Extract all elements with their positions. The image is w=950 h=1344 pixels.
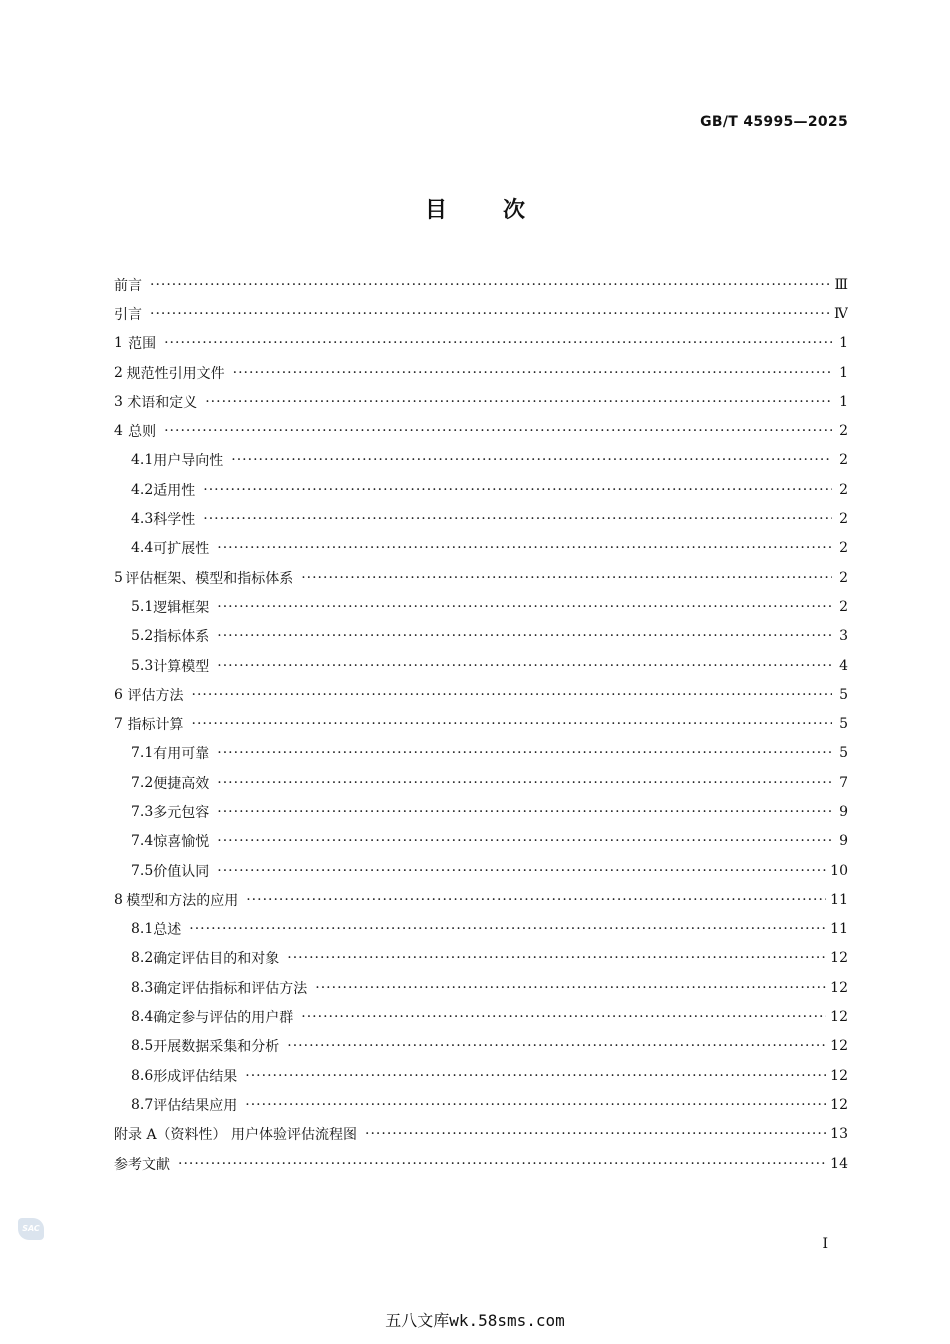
toc-entry-page: 12 xyxy=(830,1009,848,1026)
toc-entry-number: 4.1 xyxy=(131,452,154,469)
toc-leader-dots xyxy=(217,628,832,644)
toc-entry-page: 5 xyxy=(839,716,848,733)
page-title: 目次 xyxy=(424,197,581,223)
toc-entry-number: 5.2 xyxy=(131,628,154,645)
toc-entry-title: 评估方法 xyxy=(127,687,184,704)
toc-leader-dots xyxy=(192,687,832,703)
toc-entry-number: 4.4 xyxy=(131,540,154,557)
toc-entry-number: 8.2 xyxy=(131,950,154,967)
toc-entry-title: 科学性 xyxy=(153,512,196,529)
toc-entry-title: 模型和方法的应用 xyxy=(126,892,239,909)
toc-leader-dots xyxy=(217,863,826,879)
toc-leader-dots xyxy=(205,394,832,410)
toc-entry[interactable] xyxy=(114,358,848,387)
toc-entry-title: 规范性引用文件 xyxy=(126,365,225,382)
toc-entry-page: 2 xyxy=(839,598,848,615)
toc-entry[interactable] xyxy=(114,387,848,416)
toc-entry[interactable] xyxy=(114,1090,848,1119)
toc-entry[interactable] xyxy=(114,856,848,885)
toc-entry-title: 前言 xyxy=(114,277,142,294)
toc-entry[interactable] xyxy=(114,534,848,563)
toc-entry-number: 7.1 xyxy=(131,745,154,762)
toc-entry-number: 6 xyxy=(114,686,123,703)
toc-entry-page: Ⅲ xyxy=(834,276,848,293)
toc-leader-dots xyxy=(217,775,832,791)
toc-entry-page: 2 xyxy=(839,481,848,498)
toc-entry[interactable] xyxy=(114,680,848,709)
toc-entry[interactable] xyxy=(114,973,848,1002)
toc-entry-title: 便捷高效 xyxy=(153,775,210,792)
page-number: I xyxy=(822,1236,828,1252)
standard-code: GB/T 45995—2025 xyxy=(700,114,848,130)
toc-entry[interactable] xyxy=(114,1120,848,1149)
toc-entry[interactable] xyxy=(114,1032,848,1061)
toc-entry-page: 12 xyxy=(830,1038,848,1055)
toc-entry-title: 参考文献 xyxy=(114,1156,170,1173)
toc-entry[interactable] xyxy=(114,651,848,680)
toc-entry-title: 价值认同 xyxy=(153,863,210,880)
toc-entry[interactable] xyxy=(114,1149,848,1178)
toc-entry-page: 5 xyxy=(839,686,848,703)
toc-leader-dots xyxy=(246,892,826,908)
toc-entry-page: 9 xyxy=(839,803,848,820)
sac-logo-icon: SAC xyxy=(18,1218,44,1240)
toc-entry-page: 2 xyxy=(839,511,848,528)
toc-leader-dots xyxy=(217,833,832,849)
toc-entry-number: 8 xyxy=(114,891,123,908)
toc-entry-number: 3 xyxy=(114,393,123,410)
toc-entry-page: 4 xyxy=(839,657,848,674)
toc-entry[interactable] xyxy=(114,504,848,533)
toc-leader-dots xyxy=(178,1156,826,1172)
toc-entry-page: 1 xyxy=(839,364,848,381)
toc-leader-dots xyxy=(164,423,832,439)
toc-entry-number: 7.5 xyxy=(131,862,154,879)
toc-entry-page: 7 xyxy=(839,774,848,791)
toc-entry-page: 14 xyxy=(830,1155,848,1172)
toc-leader-dots xyxy=(287,1038,826,1054)
toc-entry-page: 2 xyxy=(839,423,848,440)
toc-entry[interactable] xyxy=(114,475,848,504)
toc-entry-title: 用户导向性 xyxy=(153,453,224,470)
table-of-contents xyxy=(114,270,848,1178)
toc-entry-title: 可扩展性 xyxy=(153,541,210,558)
toc-entry[interactable] xyxy=(114,915,848,944)
toc-leader-dots xyxy=(301,1009,826,1025)
toc-entry-number: 8.5 xyxy=(131,1038,154,1055)
toc-entry[interactable] xyxy=(114,885,848,914)
toc-entry-title: 确定评估指标和评估方法 xyxy=(153,980,308,997)
toc-leader-dots xyxy=(203,482,832,498)
toc-entry-number: 7 xyxy=(114,716,123,733)
toc-leader-dots xyxy=(217,540,832,556)
toc-entry-number: 7.3 xyxy=(131,803,154,820)
toc-leader-dots xyxy=(192,716,832,732)
toc-entry-number: 1 xyxy=(114,335,123,352)
toc-entry-number: 4.2 xyxy=(131,481,154,498)
toc-entry-page: 5 xyxy=(839,745,848,762)
toc-entry-title: 确定评估目的和对象 xyxy=(153,951,280,968)
toc-entry[interactable] xyxy=(114,270,848,299)
toc-leader-dots xyxy=(217,745,832,761)
toc-entry-title: 总述 xyxy=(153,922,182,939)
toc-leader-dots xyxy=(365,1126,826,1142)
toc-entry-page: 12 xyxy=(830,979,848,996)
toc-entry-title: 惊喜愉悦 xyxy=(153,834,210,851)
toc-entry-title: 适用性 xyxy=(153,482,196,499)
toc-entry-number: 5.1 xyxy=(131,598,154,615)
footer-watermark: 五八文库wk.58sms.com xyxy=(385,1311,565,1330)
toc-leader-dots xyxy=(164,335,832,351)
toc-entry-page: 2 xyxy=(839,540,848,557)
toc-entry-number: 8.7 xyxy=(131,1096,154,1113)
toc-entry-number: 8.6 xyxy=(131,1067,154,1084)
toc-entry[interactable] xyxy=(114,709,848,738)
toc-leader-dots xyxy=(233,365,832,381)
toc-leader-dots xyxy=(245,1068,826,1084)
toc-entry-title: 指标体系 xyxy=(153,629,210,646)
toc-entry-title: 多元包容 xyxy=(153,804,210,821)
toc-entry-title: 总则 xyxy=(128,424,157,441)
toc-entry-number: 4.3 xyxy=(131,511,154,528)
toc-entry-number: 8.1 xyxy=(131,921,154,938)
toc-entry-title: 指标计算 xyxy=(127,717,184,734)
toc-entry-page: 3 xyxy=(839,628,848,645)
toc-leader-dots xyxy=(217,599,832,615)
toc-entry-page: Ⅳ xyxy=(834,305,848,322)
toc-leader-dots xyxy=(150,306,830,322)
toc-entry-page: 9 xyxy=(839,833,848,850)
toc-entry[interactable] xyxy=(114,1002,848,1031)
toc-leader-dots xyxy=(315,980,826,996)
toc-entry[interactable] xyxy=(114,797,848,826)
toc-leader-dots xyxy=(217,658,832,674)
toc-entry-title: 形成评估结果 xyxy=(153,1068,238,1085)
toc-entry-number: 2 xyxy=(114,364,123,381)
toc-entry-number: 5.3 xyxy=(131,657,154,674)
toc-entry-page: 10 xyxy=(830,862,848,879)
toc-leader-dots xyxy=(287,950,826,966)
toc-entry[interactable] xyxy=(114,446,848,475)
toc-entry-title: 评估结果应用 xyxy=(153,1097,238,1114)
toc-entry-page: 2 xyxy=(839,569,848,586)
toc-entry-page: 11 xyxy=(830,891,848,908)
toc-entry[interactable] xyxy=(114,563,848,592)
toc-entry[interactable] xyxy=(114,827,848,856)
toc-entry-title: 术语和定义 xyxy=(127,394,198,411)
toc-entry-page: 1 xyxy=(839,393,848,410)
toc-entry-page: 11 xyxy=(830,921,848,938)
toc-entry-number: 8.4 xyxy=(131,1009,154,1026)
toc-entry[interactable] xyxy=(114,739,848,768)
toc-entry-page: 12 xyxy=(830,1067,848,1084)
toc-entry-title: 确定参与评估的用户群 xyxy=(153,1010,294,1027)
toc-entry-title: 计算模型 xyxy=(153,658,210,675)
toc-leader-dots xyxy=(301,570,832,586)
toc-entry[interactable] xyxy=(114,768,848,797)
toc-entry-page: 13 xyxy=(830,1126,848,1143)
toc-leader-dots xyxy=(217,804,832,820)
toc-leader-dots xyxy=(231,452,832,468)
toc-entry-page: 12 xyxy=(830,950,848,967)
toc-entry-title: 引言 xyxy=(114,306,142,323)
toc-entry-number: 7.4 xyxy=(131,833,154,850)
toc-leader-dots xyxy=(189,921,826,937)
toc-entry[interactable] xyxy=(114,416,848,445)
toc-entry-title: 附录 A（资料性） 用户体验评估流程图 xyxy=(114,1127,358,1144)
toc-entry-number: 4 xyxy=(114,423,123,440)
toc-entry-number: 7.2 xyxy=(131,774,154,791)
toc-leader-dots xyxy=(245,1097,826,1113)
toc-entry[interactable] xyxy=(114,944,848,973)
toc-entry[interactable] xyxy=(114,329,848,358)
toc-entry[interactable] xyxy=(114,299,848,328)
toc-entry-page: 1 xyxy=(839,335,848,352)
toc-entry-number: 8.3 xyxy=(131,979,154,996)
toc-entry-title: 逻辑框架 xyxy=(153,599,210,616)
toc-entry[interactable] xyxy=(114,592,848,621)
toc-entry-title: 有用可靠 xyxy=(153,746,210,763)
toc-entry-title: 评估框架、模型和指标体系 xyxy=(125,570,294,587)
toc-leader-dots xyxy=(203,511,832,527)
toc-entry[interactable] xyxy=(114,1061,848,1090)
toc-leader-dots xyxy=(150,277,830,293)
toc-entry-number: 5 xyxy=(114,569,123,586)
toc-entry-page: 12 xyxy=(830,1096,848,1113)
toc-entry-title: 范围 xyxy=(128,336,157,353)
toc-entry-title: 开展数据采集和分析 xyxy=(153,1039,280,1056)
toc-entry-page: 2 xyxy=(839,452,848,469)
toc-entry[interactable] xyxy=(114,622,848,651)
